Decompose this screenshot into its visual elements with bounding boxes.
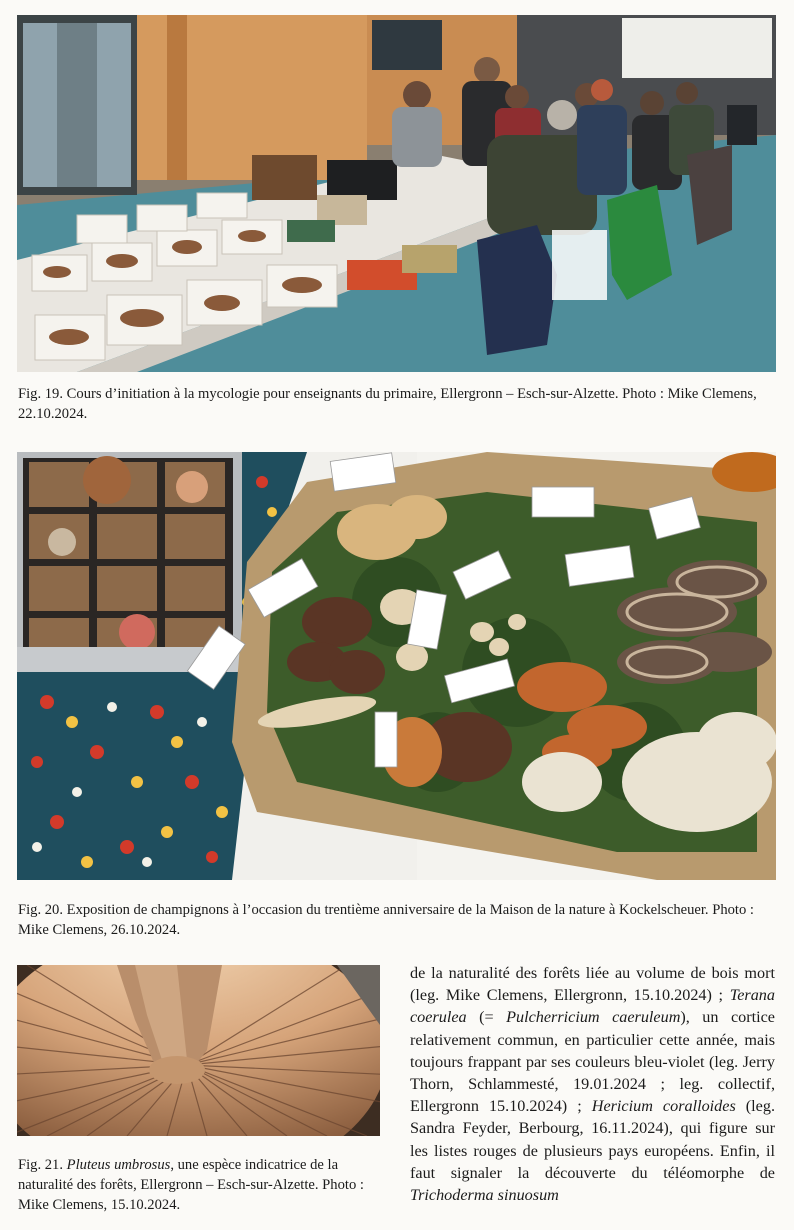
- figure-21-caption: [18, 1155, 380, 1215]
- figure-21-species: Pluteus umbrosus: [66, 1157, 171, 1173]
- body-text-part: (=: [466, 1008, 507, 1027]
- figure-20-number: Fig. 20.: [18, 902, 64, 918]
- species-name: Trichoderma sinuosum: [410, 1186, 559, 1205]
- figure-20-photo: [17, 452, 776, 880]
- species-name: Hericium coralloides: [591, 1097, 736, 1116]
- body-paragraph: [410, 962, 775, 1206]
- figure-19-caption: [18, 384, 776, 424]
- body-text-part: (leg. Sandra Feyder, Berbourg, 16.11.2024), qui figure sur les listes rouges de plusieurs pays européens. Enfin, il faut signaler la découverte du téléomorphe de: [410, 1097, 775, 1182]
- species-name: Pulcherricium caeruleum: [506, 1008, 681, 1027]
- figure-20-caption: [18, 900, 776, 940]
- figure-21-photo: [17, 965, 380, 1136]
- body-text-part: de la naturalité des forêts liée au volume de bois mort (leg. Mike Clemens, Ellergronn, 15.10.2024) ;: [410, 964, 775, 1005]
- figure-21-caption-text: , une espèce indicatrice de la naturalité des forêts, Ellergronn – Esch-sur-Alzette. Photo : Mike Clemens, 15.10.2024.: [18, 1157, 364, 1213]
- figure-21-number: Fig. 21.: [18, 1157, 64, 1173]
- figure-19-photo: [17, 15, 776, 372]
- figure-19-number: Fig. 19.: [18, 386, 64, 402]
- body-text-part: ), un cortice relativement commun, en particulier cette année, mais toujours frappant par ses couleurs bleu-violet (leg. Jerry Thorn, Schlammesté, 19.01.2024 ; leg. collectif, Ellergronn 15.10.2024) ;: [410, 1008, 775, 1116]
- figure-20-caption-text: Exposition de champignons à l’occasion du trentième anniversaire de la Maison de la nature à Kockelscheuer. Photo : Mike Clemens, 26.10.2024.: [18, 902, 754, 938]
- species-name: Terana coerulea: [410, 986, 775, 1027]
- figure-19-caption-text: Cours d’initiation à la mycologie pour enseignants du primaire, Ellergronn – Esch-sur-Alzette. Photo : Mike Clemens, 22.10.2024.: [18, 386, 757, 422]
